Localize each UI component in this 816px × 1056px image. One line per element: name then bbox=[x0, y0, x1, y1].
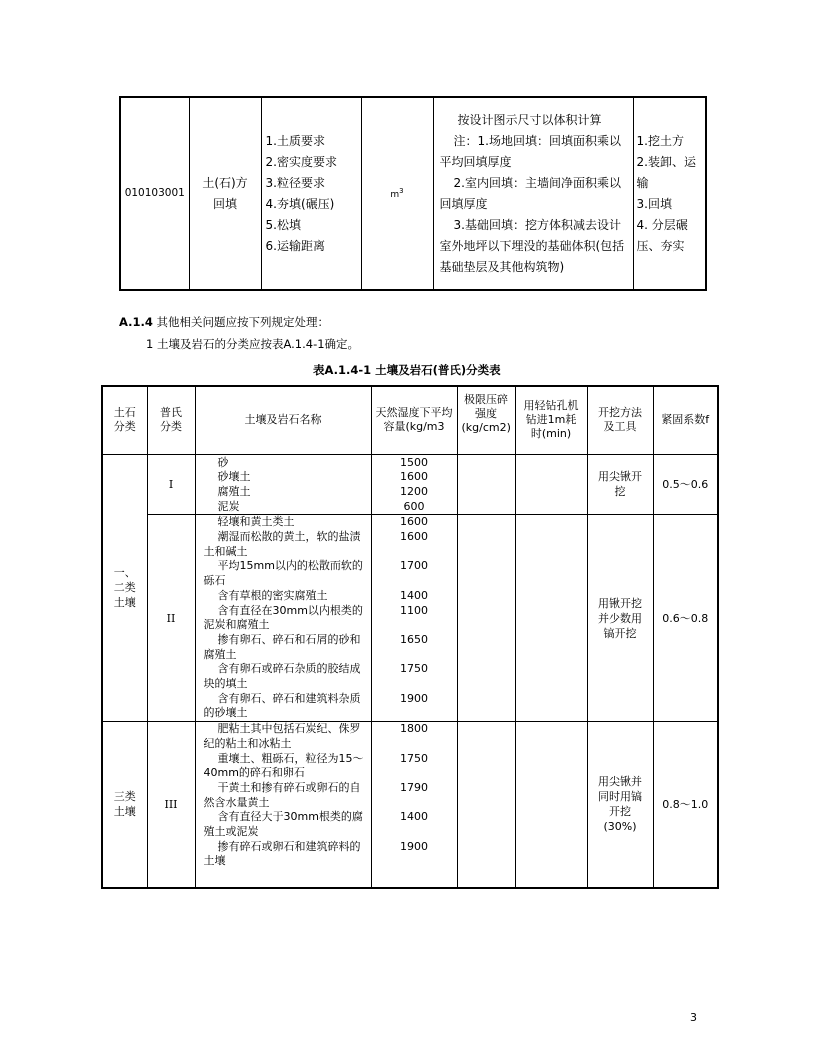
soil-name: 干黄土和掺有碎石或卵石的自然含水量黄土 bbox=[203, 780, 361, 809]
header-row bbox=[102, 386, 718, 454]
density-value: 1700 bbox=[400, 559, 428, 573]
section-heading bbox=[119, 314, 329, 330]
soil-name: 砂壤土 bbox=[217, 470, 251, 484]
puri-class-cell: I bbox=[147, 454, 195, 515]
unit-base: m bbox=[390, 190, 400, 200]
density-value: 1900 bbox=[400, 691, 428, 705]
drill-cell bbox=[515, 454, 587, 515]
item-code: 010103001 bbox=[120, 97, 189, 290]
section-number: A.1.4 bbox=[119, 315, 153, 329]
puri-class-cell: III bbox=[147, 722, 195, 888]
method-cell: 用尖锹开挖 bbox=[587, 454, 653, 515]
density-value: 1650 bbox=[400, 632, 428, 646]
feature-6: 6.运输距离 bbox=[265, 238, 325, 253]
table-title: 表A.1.4-1 土壤及岩石(普氏)分类表 bbox=[313, 363, 501, 377]
density-value: 1790 bbox=[400, 780, 428, 794]
soil-names-cell bbox=[195, 722, 371, 888]
soil-name: 潮湿而松散的黄土，软的盐渍土和碱土 bbox=[203, 530, 361, 558]
work-4: 4. 分层碾压、夯实 bbox=[636, 217, 688, 253]
density-value: 1600 bbox=[400, 470, 428, 484]
table-row bbox=[102, 454, 718, 515]
soil-name: 泥炭 bbox=[217, 499, 240, 513]
work-3: 3.回填 bbox=[636, 196, 672, 211]
soil-name: 砂 bbox=[217, 455, 229, 469]
soil-name: 含有卵石、碎石和建筑料杂质的砂壤土 bbox=[203, 691, 361, 720]
puri-class-cell: II bbox=[147, 515, 195, 722]
item-calc-rule bbox=[433, 97, 633, 290]
coef-cell: 0.6～0.8 bbox=[653, 515, 718, 722]
header-density: 天然湿度下平均容量(kg/m3 bbox=[371, 386, 457, 454]
header-coef: 紧固系数f bbox=[653, 386, 718, 454]
feature-1: 1.土质要求 bbox=[265, 133, 325, 148]
density-value: 1100 bbox=[400, 603, 428, 617]
drill-cell bbox=[515, 515, 587, 722]
coef-cell: 0.8～1.0 bbox=[653, 722, 718, 888]
density-value: 1600 bbox=[400, 515, 428, 529]
soil-classification-table bbox=[101, 385, 719, 889]
strength-cell bbox=[457, 515, 515, 722]
section-heading-text: 其他相关问题应按下列规定处理： bbox=[156, 315, 330, 329]
density-cell bbox=[371, 722, 457, 888]
density-cell bbox=[371, 515, 457, 722]
item-name-text: 土(石)方回填 bbox=[202, 175, 248, 211]
table-row bbox=[102, 515, 718, 722]
category-cell-1 bbox=[102, 454, 147, 722]
measurement-rule-table bbox=[119, 96, 707, 291]
feature-5: 5.松填 bbox=[265, 217, 301, 232]
feature-2: 2.密实度要求 bbox=[265, 154, 337, 169]
rule-main: 按设计图示尺寸以体积计算 bbox=[457, 112, 602, 127]
soil-name: 平均15mm以内的松散而软的砾石 bbox=[203, 559, 363, 588]
soil-name: 重壤土、粗砾石，粒径为15～40mm的碎石和卵石 bbox=[203, 751, 364, 780]
header-puri: 普氏分类 bbox=[147, 386, 195, 454]
section-line-1: 1 土壤及岩石的分类应按表A.1.4-1确定。 bbox=[146, 337, 360, 351]
strength-cell bbox=[457, 722, 515, 888]
drill-cell bbox=[515, 722, 587, 888]
rule-note-2: 2.室内回填：主墙间净面积乘以回填厚度 bbox=[439, 175, 621, 211]
strength-cell bbox=[457, 454, 515, 515]
header-category: 土石分类 bbox=[102, 386, 147, 454]
density-value: 1900 bbox=[400, 839, 428, 853]
soil-name: 含有草根的密实腐殖土 bbox=[217, 588, 328, 602]
soil-names-cell bbox=[195, 515, 371, 722]
soil-name: 含有卵石或碎石杂质的胶结成块的填土 bbox=[203, 662, 361, 691]
soil-name: 掺有碎石或卵石和建筑碎料的土壤 bbox=[203, 839, 361, 868]
density-value: 600 bbox=[403, 499, 425, 513]
density-value: 1750 bbox=[400, 662, 428, 676]
soil-name: 腐殖土 bbox=[217, 484, 251, 498]
soil-names-cell bbox=[195, 454, 371, 515]
feature-4: 4.夯填(碾压) bbox=[265, 196, 335, 211]
header-name: 土壤及岩石名称 bbox=[195, 386, 371, 454]
item-unit bbox=[361, 97, 433, 290]
soil-name: 含有直径在30mm以内根类的泥炭和腐殖土 bbox=[203, 603, 363, 632]
soil-name: 轻壤和黄土类土 bbox=[217, 515, 295, 529]
page-number: 3 bbox=[690, 1011, 697, 1024]
feature-3: 3.粒径要求 bbox=[265, 175, 325, 190]
category-label-1: 一、二类土壤 bbox=[113, 566, 136, 610]
category-label-2: 三类土壤 bbox=[113, 790, 136, 819]
header-drill: 用轻钻孔机钻进1m耗时(min) bbox=[515, 386, 587, 454]
unit-sup: 3 bbox=[399, 187, 404, 195]
soil-name: 肥粘土其中包括石炭纪、侏罗纪的粘土和冰粘土 bbox=[203, 722, 361, 750]
item-work-content bbox=[633, 97, 706, 290]
rule-note-3: 3.基础回填：挖方体积减去设计室外地坪以下埋没的基础体积(包括基础垫层及其他构筑物) bbox=[439, 217, 625, 274]
work-2: 2.装卸、运输 bbox=[636, 154, 696, 190]
soil-name: 含有直径大于30mm根类的腐殖土或泥炭 bbox=[203, 810, 363, 839]
rule-note-1: 注：1.场地回填：回填面积乘以平均回填厚度 bbox=[439, 133, 621, 169]
density-value: 1800 bbox=[400, 722, 428, 736]
density-value: 1600 bbox=[400, 530, 428, 544]
item-features bbox=[261, 97, 361, 290]
density-cell bbox=[371, 454, 457, 515]
coef-cell: 0.5～0.6 bbox=[653, 454, 718, 515]
category-cell-2 bbox=[102, 722, 147, 888]
header-strength: 极限压碎强度(kg/cm2) bbox=[457, 386, 515, 454]
soil-name: 掺有卵石、碎石和石屑的砂和腐殖土 bbox=[203, 632, 361, 661]
density-value: 1200 bbox=[400, 484, 428, 498]
density-value: 1400 bbox=[400, 588, 428, 602]
density-value: 1400 bbox=[400, 810, 428, 824]
density-value: 1500 bbox=[400, 455, 428, 469]
method-cell: 用锹开挖并少数用镐开挖 bbox=[587, 515, 653, 722]
work-1: 1.挖土方 bbox=[636, 133, 684, 148]
method-cell: 用尖锹并同时用镐开挖(30%) bbox=[587, 722, 653, 888]
header-method: 开挖方法及工具 bbox=[587, 386, 653, 454]
item-name bbox=[189, 97, 261, 290]
density-value: 1750 bbox=[400, 751, 428, 765]
table-row bbox=[102, 722, 718, 888]
